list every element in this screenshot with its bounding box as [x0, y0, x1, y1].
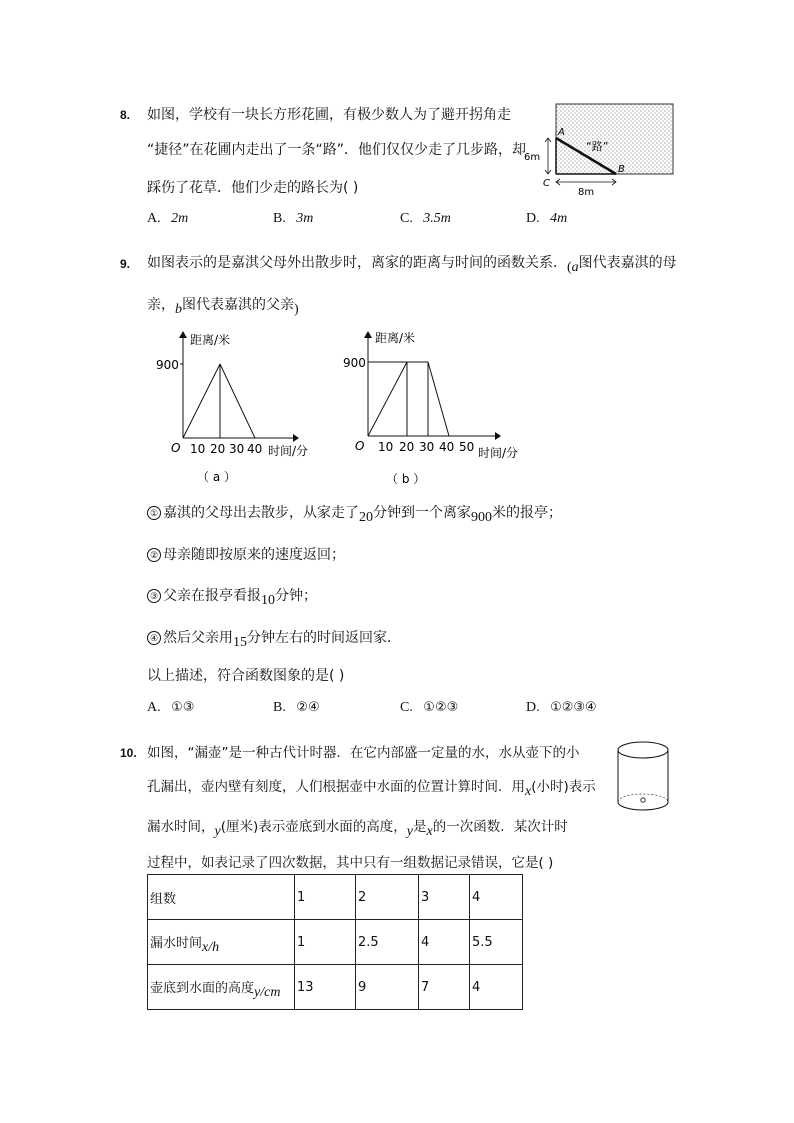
chart-a-xtick: 10 [190, 442, 206, 456]
chart-b-xtick: 10 [378, 440, 394, 454]
chart-b-xtick: 50 [459, 440, 475, 454]
q10-text-line2: 孔漏出，壶内壁有刻度，人们根据壶中水面的位置计算时间．用x(小时)表示 [147, 779, 596, 799]
q9-option-b[interactable]: B. ②④ [273, 700, 320, 715]
line-out [368, 362, 407, 436]
q9-option-d[interactable]: D. ①②③④ [526, 700, 597, 715]
q8-text-line2: “捷径”在花圃内走出了一条“路”．他们仅仅少走了几步路，却 [147, 142, 527, 158]
label-width: 8m [578, 187, 595, 198]
chart-a-ylabel: 距离/米 [190, 333, 231, 347]
table-row: 漏水时间x/h 1 2.5 4 5.5 [148, 920, 523, 965]
chart-a-caption: （ a ） [197, 470, 236, 484]
hole-icon [641, 798, 645, 802]
label-road: “路” [586, 140, 609, 153]
chart-b-origin: O [355, 439, 365, 453]
chart-b-xtick: 40 [439, 440, 455, 454]
label-c: C [543, 178, 550, 189]
chart-a-ytick: 900 [156, 358, 179, 372]
q10-text-line3: 漏水时间，y(厘米)表示壶底到水面的高度，y是x的一次函数．某次计时 [147, 819, 568, 839]
q9-chart-b [338, 326, 538, 486]
q9-number: 9. [120, 257, 131, 271]
q10-text-line4: 过程中，如表记录了四次数据，其中只有一组数据记录错误，它是( ) [147, 855, 554, 871]
chart-b-xlabel: 时间/分 [478, 446, 519, 460]
q9-chart-a [150, 326, 310, 486]
q8-option-a[interactable]: A. 2m [147, 211, 189, 226]
chart-b-ylabel: 距离/米 [375, 331, 416, 345]
table-row: 壶底到水面的高度y/cm 13 9 7 4 [148, 965, 523, 1010]
q8-text-line3: 踩伤了花草．他们少走的路长为( ) [147, 180, 359, 196]
q10-number: 10. [120, 746, 137, 760]
q9-question: 以上描述，符合函数图象的是( ) [147, 668, 345, 684]
q9-statement-2: ② 母亲随即按原来的速度返回； [147, 544, 345, 564]
q10-water-clock-figure [612, 738, 674, 816]
line-return [428, 362, 449, 436]
table-row: 组数 1 2 3 4 [148, 875, 523, 920]
line-return [220, 364, 255, 438]
q9-statement-4: ④ 然后父亲用15分钟左右的时间返回家． [147, 627, 401, 647]
q8-option-d[interactable]: D. 4m [526, 211, 568, 226]
line-out [183, 364, 220, 438]
garden-rect [556, 104, 673, 174]
q9-text-line2: 亲，b图代表嘉淇的父亲) [147, 297, 299, 317]
chart-b-caption: （ b ） [386, 472, 426, 486]
q9-statement-1: ① 嘉淇的父母出去散步，从家走了20分钟到一个离家900米的报亭； [147, 502, 562, 522]
q10-data-table [147, 874, 523, 1010]
q9-statement-3: ③ 父亲在报亭看报10分钟； [147, 585, 317, 605]
q10-text-line1: 如图，“漏壶”是一种古代计时器．在它内部盛一定量的水，水从壶下的小 [147, 745, 580, 761]
q8-option-b[interactable]: B. 3m [273, 211, 314, 226]
chart-a-xtick: 40 [247, 442, 263, 456]
q9-option-a[interactable]: A. ①③ [147, 700, 195, 715]
chart-a-origin: O [171, 441, 181, 455]
chart-b-xtick: 20 [399, 440, 415, 454]
chart-b-ytick: 900 [343, 356, 366, 370]
q8-option-c[interactable]: C. 3.5m [400, 211, 451, 226]
q8-text-line1: 如图，学校有一块长方形花圃，有极少数人为了避开拐角走 [147, 107, 511, 123]
chart-a-xlabel: 时间/分 [268, 444, 309, 458]
q8-number: 8. [120, 108, 131, 122]
label-a: A [558, 127, 565, 138]
chart-a-xtick: 30 [229, 442, 245, 456]
label-height: 6m [524, 152, 541, 163]
label-b: B [618, 164, 625, 175]
chart-a-xtick: 20 [210, 442, 226, 456]
chart-b-xtick: 30 [419, 440, 435, 454]
q8-garden-figure [520, 98, 680, 198]
q9-text-line1: 如图表示的是嘉淇父母外出散步时，离家的距离与时间的函数关系．(a图代表嘉淇的母 [147, 255, 677, 275]
q9-option-c[interactable]: C. ①②③ [400, 700, 459, 715]
